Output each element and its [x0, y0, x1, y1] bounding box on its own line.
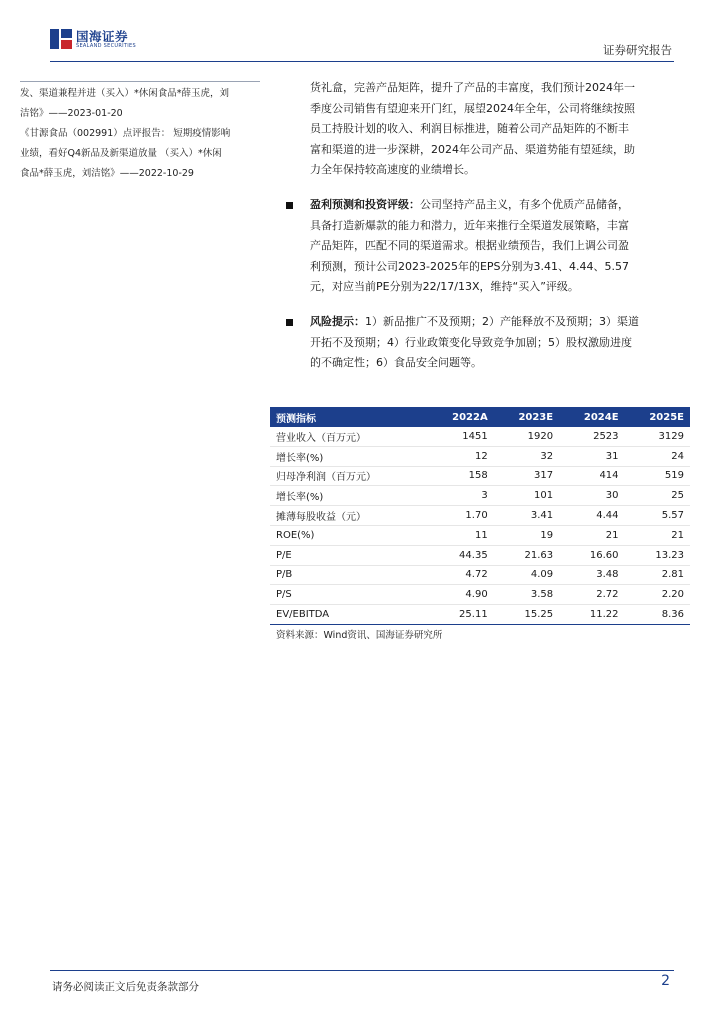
- row-label: P/S: [270, 585, 427, 605]
- text-line: 公司坚持产品主义，有多个优质产品储备，: [420, 197, 629, 211]
- table-cell: 1451: [427, 427, 494, 446]
- table-row: [270, 506, 690, 526]
- table-cell: 8.36: [625, 605, 690, 625]
- row-label: ROE(%): [270, 525, 427, 545]
- table-cell: 31: [559, 446, 624, 466]
- table-row: [270, 466, 690, 486]
- text-line: 1）新品推广不及预期；2）产能释放不及预期；3）渠道: [365, 314, 639, 328]
- table-cell: 4.72: [427, 565, 494, 585]
- row-label: 营业收入（百万元）: [270, 427, 427, 446]
- table-cell: 11: [427, 525, 494, 545]
- table-row: [270, 525, 690, 545]
- header-divider: [50, 61, 674, 62]
- logo-english: SEALAND SECURITIES: [76, 42, 136, 49]
- bullet-icon: [286, 202, 293, 209]
- column-header: 2022A: [427, 407, 494, 427]
- forecast-title: 盈利预测和投资评级：: [310, 197, 420, 211]
- table-cell: 24: [625, 446, 690, 466]
- row-label: P/B: [270, 565, 427, 585]
- forecast-table: [270, 407, 690, 625]
- table-cell: 4.44: [559, 506, 624, 526]
- table-row: [270, 605, 690, 625]
- related-report-line: 食品*薛玉虎，刘洁铭》——2022-10-29: [20, 168, 194, 179]
- table-cell: 25: [625, 486, 690, 506]
- table-cell: 12: [427, 446, 494, 466]
- row-label: 摊薄每股收益（元）: [270, 506, 427, 526]
- table-cell: 1.70: [427, 506, 494, 526]
- table-row: [270, 565, 690, 585]
- table-cell: 21.63: [494, 545, 559, 565]
- text-line: 货礼盒，完善产品矩阵，提升了产品的丰富度，我们预计2024年一: [310, 81, 635, 94]
- table-cell: 32: [494, 446, 559, 466]
- column-header: 2023E: [494, 407, 559, 427]
- table-cell: 317: [494, 466, 559, 486]
- column-header: 2025E: [625, 407, 690, 427]
- table-cell: 16.60: [559, 545, 624, 565]
- main-content: [286, 78, 686, 374]
- table-row: [270, 427, 690, 446]
- table-cell: 2.20: [625, 585, 690, 605]
- row-label: P/E: [270, 545, 427, 565]
- table-cell: 101: [494, 486, 559, 506]
- text-line: 具备打造新爆款的能力和潜力，近年来推行全渠道发展策略，丰富: [310, 218, 629, 232]
- table-cell: 3.48: [559, 565, 624, 585]
- table-cell: 1920: [494, 427, 559, 446]
- text-line: 的不确定性；6）食品安全问题等。: [310, 356, 482, 370]
- related-report-line: 洁铭》——2023-01-20: [20, 108, 123, 119]
- related-report-line: 业绩，看好Q4新品及新渠道放量 （买入）*休闲: [20, 148, 222, 159]
- text-line: 元，对应当前PE分别为22/17/13X，维持“买入”评级。: [310, 280, 579, 294]
- page-number: 2: [661, 973, 670, 989]
- table-cell: 519: [625, 466, 690, 486]
- table-cell: 3: [427, 486, 494, 506]
- footer-disclaimer: 请务必阅读正文后免责条款部分: [52, 981, 199, 993]
- table-cell: 414: [559, 466, 624, 486]
- table-cell: 21: [559, 525, 624, 545]
- table-cell: 3.41: [494, 506, 559, 526]
- page-header: [0, 0, 724, 64]
- table-cell: 4.90: [427, 585, 494, 605]
- table-cell: 19: [494, 525, 559, 545]
- intro-paragraph: [286, 78, 686, 181]
- report-type-label: 证券研究报告: [603, 43, 672, 57]
- text-line: 员工持股计划的收入、利润目标推进，随着公司产品矩阵的不断丰: [310, 122, 629, 136]
- related-report-line: 《甘源食品（002991）点评报告： 短期疫情影响: [20, 128, 231, 139]
- table-cell: 4.09: [494, 565, 559, 585]
- text-line: 富和渠道的进一步深耕，2024年公司产品、渠道势能有望延续，助: [310, 142, 635, 156]
- column-header: 2024E: [559, 407, 624, 427]
- table-cell: 30: [559, 486, 624, 506]
- row-label: 增长率(%): [270, 446, 427, 466]
- logo-icon: [50, 29, 72, 49]
- table-cell: 25.11: [427, 605, 494, 625]
- table-row: [270, 585, 690, 605]
- table-cell: 2523: [559, 427, 624, 446]
- table-cell: 2.81: [625, 565, 690, 585]
- row-label: 归母净利润（百万元）: [270, 466, 427, 486]
- table-cell: 44.35: [427, 545, 494, 565]
- table-cell: 158: [427, 466, 494, 486]
- table-cell: 13.23: [625, 545, 690, 565]
- text-line: 产品矩阵，匹配不同的渠道需求。根据业绩预告，我们上调公司盈: [310, 239, 629, 253]
- column-header: 预测指标: [270, 407, 427, 427]
- table-cell: 15.25: [494, 605, 559, 625]
- related-reports: [20, 81, 260, 184]
- risk-title: 风险提示：: [310, 314, 365, 328]
- table-row: [270, 545, 690, 565]
- text-line: 开拓不及预期；4）行业政策变化导致竞争加剧；5）股权激励进度: [310, 335, 632, 349]
- text-line: 季度公司销售有望迎来开门红，展望2024年全年，公司将继续按照: [310, 101, 635, 115]
- table-header-row: [270, 407, 690, 427]
- table-row: [270, 446, 690, 466]
- logo-name: 国海证券: [76, 28, 129, 44]
- table-cell: 11.22: [559, 605, 624, 625]
- table-cell: 5.57: [625, 506, 690, 526]
- risk-section: [286, 312, 686, 374]
- row-label: EV/EBITDA: [270, 605, 427, 625]
- footer-divider: [50, 970, 674, 971]
- table-cell: 3.58: [494, 585, 559, 605]
- table-source-note: 资料来源：Wind资讯、国海证券研究所: [276, 630, 443, 641]
- table-cell: 3129: [625, 427, 690, 446]
- company-logo: [50, 29, 136, 49]
- related-report-line: 发、渠道兼程并进（买入）*休闲食品*薛玉虎，刘: [20, 88, 230, 99]
- text-line: 力全年保持较高速度的业绩增长。: [310, 163, 475, 177]
- text-line: 利预测，预计公司2023-2025年的EPS分别为3.41、4.44、5.57: [310, 259, 629, 273]
- row-label: 增长率(%): [270, 486, 427, 506]
- bullet-icon: [286, 319, 293, 326]
- table-cell: 21: [625, 525, 690, 545]
- table-cell: 2.72: [559, 585, 624, 605]
- forecast-section: [286, 195, 686, 298]
- table-row: [270, 486, 690, 506]
